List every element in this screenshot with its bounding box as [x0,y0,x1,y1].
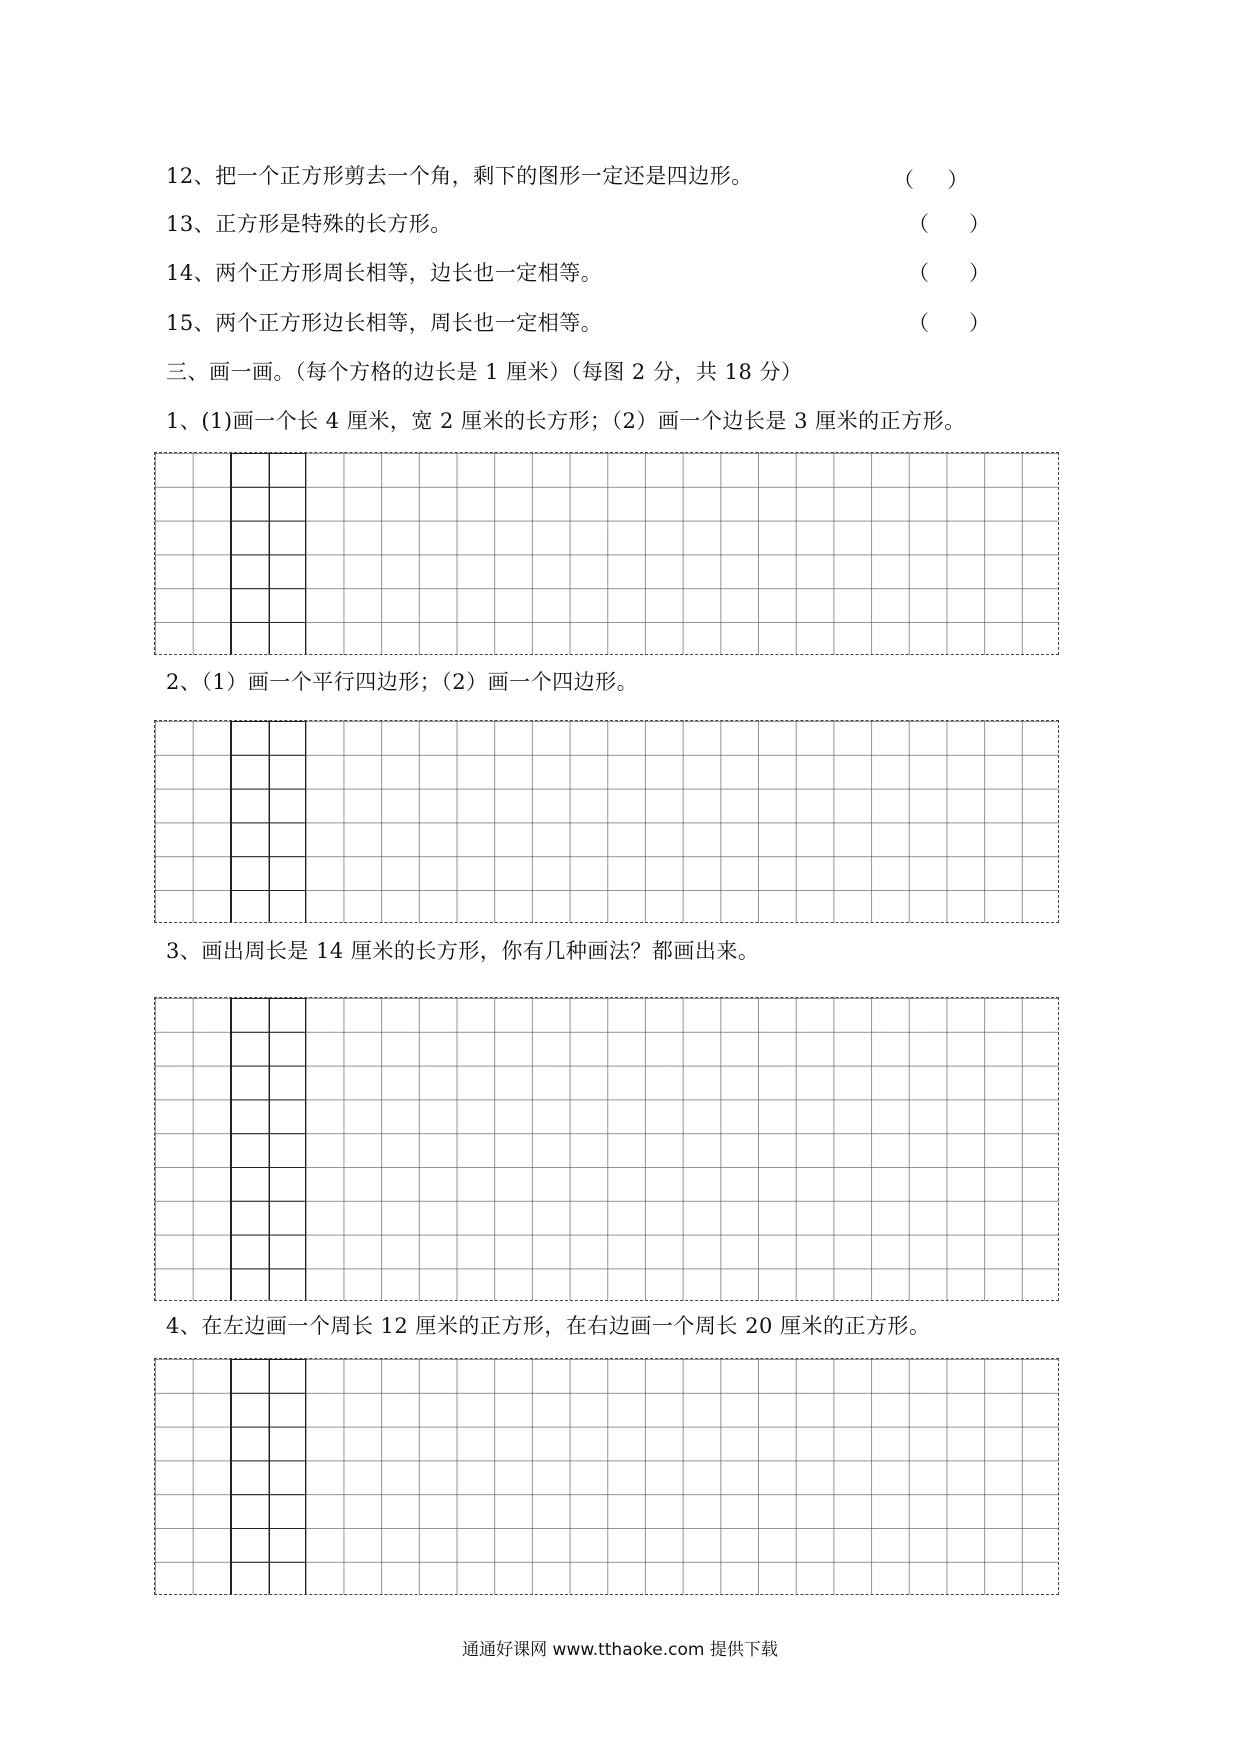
section-3-heading: 三、画一画。（每个方格的边长是 1 厘米）（每图 2 分，共 18 分） [166,360,803,384]
answer-blank-15[interactable]: （ ） [908,311,991,335]
draw-item-4: 4、在左边画一个周长 12 厘米的正方形，在右边画一个周长 20 厘米的正方形。 [166,1314,931,1338]
footer-source: 通通好课网 www.tthaoke.com 提供下载 [462,1640,778,1660]
grid-solid-columns [230,453,306,654]
draw-item-2: 2、（1）画一个平行四边形；（2）画一个四边形。 [166,670,639,694]
draw-item-3: 3、画出周长是 14 厘米的长方形，你有几种画法？都画出来。 [166,939,760,963]
question-13: 13、正方形是特殊的长方形。 [166,212,452,236]
drawing-grid-3[interactable] [154,997,1059,1301]
draw-item-1: 1、(1)画一个长 4 厘米，宽 2 厘米的长方形；（2）画一个边长是 3 厘米的正方形。 [166,409,966,433]
grid-solid-columns [230,721,306,922]
drawing-grid-1[interactable] [154,452,1059,655]
drawing-grid-4[interactable] [154,1358,1059,1595]
grid-solid-columns [230,998,306,1300]
answer-blank-14[interactable]: （ ） [908,261,991,285]
answer-blank-13[interactable]: （ ） [908,212,991,236]
question-14: 14、两个正方形周长相等，边长也一定相等。 [166,261,603,285]
question-12: 12、把一个正方形剪去一个角，剩下的图形一定还是四边形。 [166,164,753,188]
drawing-grid-2[interactable] [154,720,1059,923]
question-15: 15、两个正方形边长相等，周长也一定相等。 [166,311,603,335]
answer-blank-12[interactable]: （ ） [893,168,969,192]
grid-solid-columns [230,1359,306,1594]
